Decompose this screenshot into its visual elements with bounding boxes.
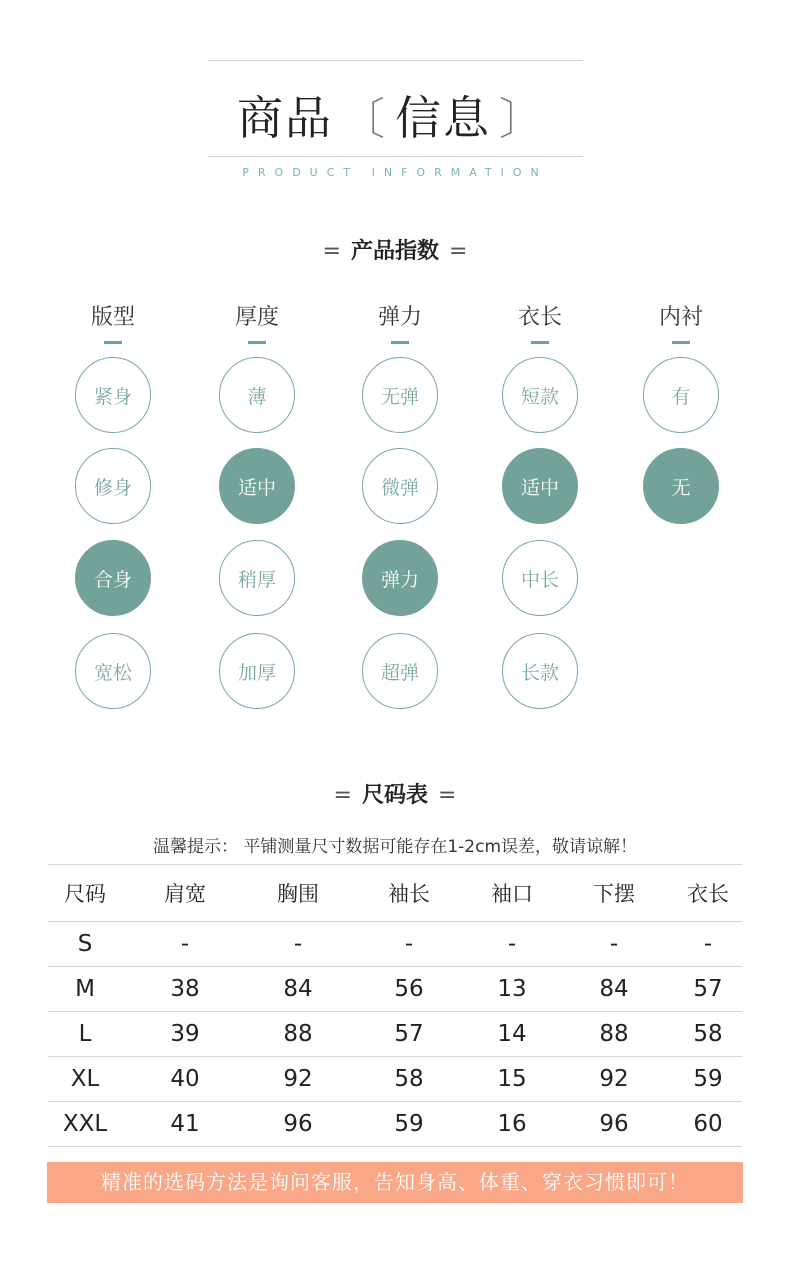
size-table-cell: - — [122, 922, 248, 967]
size-table-cell: - — [248, 922, 348, 967]
size-table-cell: - — [470, 922, 554, 967]
eq-left: = — [322, 239, 341, 264]
title-right: 信息 — [395, 91, 491, 145]
heading-underline — [104, 341, 122, 344]
size-table-cell: 84 — [554, 967, 674, 1012]
index-option: 弹力 — [362, 540, 438, 616]
index-option: 中长 — [502, 540, 578, 616]
heading-underline — [672, 341, 690, 344]
size-table-cell: 56 — [348, 967, 470, 1012]
measurement-tip: 温馨提示： 平铺测量尺寸数据可能存在1-2cm误差，敬请谅解！ — [152, 837, 638, 857]
size-table-header-cell: 袖长 — [348, 865, 470, 922]
size-table-cell: M — [48, 967, 122, 1012]
size-table-cell: - — [348, 922, 470, 967]
size-table-cell: L — [48, 1012, 122, 1057]
table-row — [48, 1057, 742, 1102]
index-option: 适中 — [219, 448, 295, 524]
title-left: 商品 — [237, 91, 333, 145]
size-table-cell: 14 — [470, 1012, 554, 1057]
size-table-cell: 92 — [248, 1057, 348, 1102]
index-option: 短款 — [502, 357, 578, 433]
size-table-cell: 58 — [674, 1012, 742, 1057]
size-table-cell: 40 — [122, 1057, 248, 1102]
page-title — [0, 82, 790, 148]
size-table-cell: 13 — [470, 967, 554, 1012]
page-subtitle: PRODUCT INFORMATION — [242, 166, 548, 179]
size-table-cell: 88 — [248, 1012, 348, 1057]
index-option: 长款 — [502, 633, 578, 709]
index-column-heading — [58, 300, 168, 344]
header-top-rule — [208, 60, 583, 61]
index-title-text: 产品指数 — [350, 239, 439, 264]
table-row — [48, 1012, 742, 1057]
size-table-cell: XL — [48, 1057, 122, 1102]
bracket-open: 〔 — [341, 94, 387, 145]
index-section-title — [0, 234, 790, 265]
size-table-cell: - — [674, 922, 742, 967]
size-table-cell: - — [554, 922, 674, 967]
size-table-cell: XXL — [48, 1102, 122, 1147]
size-table-cell: 96 — [554, 1102, 674, 1147]
index-option: 稍厚 — [219, 540, 295, 616]
size-table-cell: 39 — [122, 1012, 248, 1057]
heading-underline — [248, 341, 266, 344]
size-table-cell: 92 — [554, 1057, 674, 1102]
index-column-label: 内衬 — [658, 305, 703, 330]
size-table-cell: S — [48, 922, 122, 967]
heading-underline — [531, 341, 549, 344]
eq-right: = — [449, 239, 468, 264]
size-table-cell: 38 — [122, 967, 248, 1012]
eq-right: = — [438, 783, 457, 808]
size-table-cell: 96 — [248, 1102, 348, 1147]
size-table-cell: 59 — [674, 1057, 742, 1102]
heading-underline — [391, 341, 409, 344]
size-table-cell: 84 — [248, 967, 348, 1012]
size-table-cell: 41 — [122, 1102, 248, 1147]
size-table-header-cell: 肩宽 — [122, 865, 248, 922]
index-column-heading — [485, 300, 595, 344]
size-table-header-cell: 下摆 — [554, 865, 674, 922]
size-advice-banner: 精准的选码方法是询问客服，告知身高、体重、穿衣习惯即可！ — [47, 1162, 743, 1203]
index-option: 无 — [643, 448, 719, 524]
size-table-cell: 58 — [348, 1057, 470, 1102]
index-column-heading — [345, 300, 455, 344]
index-option: 超弹 — [362, 633, 438, 709]
size-table-header-cell: 胸围 — [248, 865, 348, 922]
size-table-cell: 57 — [348, 1012, 470, 1057]
size-table-cell: 15 — [470, 1057, 554, 1102]
table-row — [48, 922, 742, 967]
size-table-header-cell: 衣长 — [674, 865, 742, 922]
table-row — [48, 967, 742, 1012]
size-table-cell: 88 — [554, 1012, 674, 1057]
index-column-heading — [626, 300, 736, 344]
size-table-header-row — [48, 865, 742, 922]
size-title-text: 尺码表 — [361, 783, 428, 808]
index-column-label: 厚度 — [234, 305, 279, 330]
size-table-header-cell: 袖口 — [470, 865, 554, 922]
index-option: 宽松 — [75, 633, 151, 709]
index-option: 加厚 — [219, 633, 295, 709]
size-section-title — [0, 778, 790, 809]
index-option: 修身 — [75, 448, 151, 524]
index-column-label: 版型 — [90, 305, 135, 330]
index-option: 薄 — [219, 357, 295, 433]
size-table-cell: 60 — [674, 1102, 742, 1147]
index-option: 有 — [643, 357, 719, 433]
index-column-label: 衣长 — [517, 305, 562, 330]
size-table — [48, 864, 742, 1147]
index-option: 适中 — [502, 448, 578, 524]
table-row — [48, 1102, 742, 1147]
index-column-label: 弹力 — [377, 305, 422, 330]
header-bottom-rule — [208, 156, 583, 157]
eq-left: = — [333, 783, 352, 808]
size-table-cell: 57 — [674, 967, 742, 1012]
index-column-heading — [202, 300, 312, 344]
index-option: 无弹 — [362, 357, 438, 433]
index-option: 微弹 — [362, 448, 438, 524]
index-option: 紧身 — [75, 357, 151, 433]
size-table-cell: 59 — [348, 1102, 470, 1147]
index-option: 合身 — [75, 540, 151, 616]
size-table-header-cell: 尺码 — [48, 865, 122, 922]
bracket-close: 〕 — [499, 94, 545, 145]
size-table-cell: 16 — [470, 1102, 554, 1147]
